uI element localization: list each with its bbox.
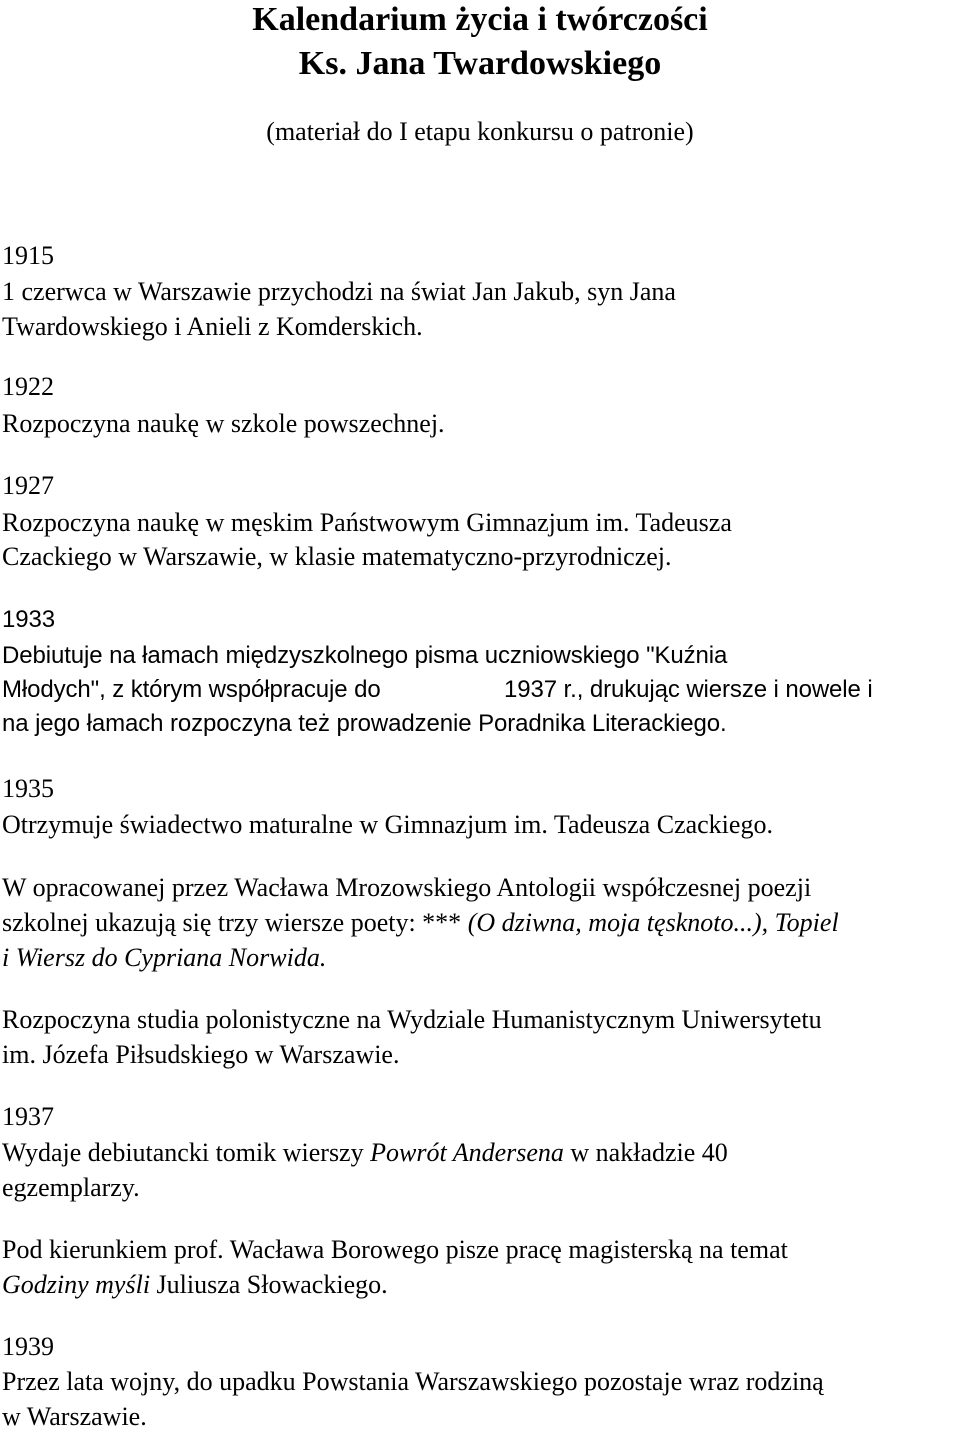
entry-text: Przez lata wojny, do upadku Powstania Warszawskiego pozostaje wraz rodziną [2, 1367, 824, 1396]
entry-text: W opracowanej przez Wacława Mrozowskiego Antologii współczesnej poezji [2, 873, 812, 902]
entry-text: Młodych", z którym współpracuje do [2, 676, 381, 703]
book-title: Powrót Andersena [370, 1138, 564, 1167]
entry-text: Otrzymuje świadectwo maturalne w Gimnazjum im. Tadeusza Czackiego. [2, 810, 773, 839]
entry-text: Debiutuje na łamach międzyszkolnego pisma uczniowskiego "Kuźnia [2, 642, 728, 669]
page-title-line-2: Ks. Jana Twardowskiego [298, 45, 662, 82]
poem-title: i Wiersz do Cypriana Norwida. [2, 943, 327, 972]
entry-text: egzemplarzy. [2, 1173, 140, 1202]
entry-text: Pod kierunkiem prof. Wacława Borowego pisze pracę magisterską na temat [2, 1235, 788, 1264]
entry-text: w Warszawie. [2, 1402, 147, 1431]
entry-text-segment: w nakładzie 40 [563, 1138, 728, 1167]
poem-titles: (O dziwna, moja tęsknoto...), Topiel [467, 908, 839, 937]
year-heading: 1915 [2, 241, 54, 270]
year-heading: 1937 [2, 1102, 54, 1131]
entry-text: Czackiego w Warszawie, w klasie matematyczno-przyrodniczej. [2, 542, 672, 571]
entry-text-segment: Juliusza Słowackiego. [150, 1270, 388, 1299]
entry-text: Rozpoczyna studia polonistyczne na Wydziale Humanistycznym Uniwersytetu [2, 1005, 822, 1034]
year-heading: 1927 [2, 471, 54, 500]
year-heading: 1935 [2, 774, 54, 803]
entry-text: 1 czerwca w Warszawie przychodzi na świat Jan Jakub, syn Jana [2, 277, 676, 306]
entry-text: im. Józefa Piłsudskiego w Warszawie. [2, 1040, 400, 1069]
entry-text [2, 905, 839, 941]
entry-text [2, 1135, 728, 1171]
entry-text: na jego łamach rozpoczyna też prowadzenie Poradnika Literackiego. [2, 710, 727, 737]
page-title-line-1: Kalendarium życia i twórczości [252, 1, 708, 38]
entry-text [2, 1267, 388, 1303]
page-subtitle: (materiał do I etapu konkursu o patronie) [266, 117, 694, 146]
entry-text: 1937 r., drukując wiersze i nowele i [504, 676, 873, 703]
year-heading: 1922 [2, 372, 54, 401]
year-heading: 1933 [2, 606, 55, 633]
work-title: Godziny myśli [2, 1270, 151, 1299]
entry-text: Rozpoczyna naukę w męskim Państwowym Gimnazjum im. Tadeusza [2, 508, 732, 537]
entry-text: Rozpoczyna naukę w szkole powszechnej. [2, 409, 445, 438]
entry-text-segment: Wydaje debiutancki tomik wierszy [2, 1138, 371, 1167]
year-heading: 1939 [2, 1332, 54, 1361]
entry-text-segment: szkolnej ukazują się trzy wiersze poety: *** [2, 908, 468, 937]
entry-text: Twardowskiego i Anieli z Komderskich. [2, 312, 423, 341]
